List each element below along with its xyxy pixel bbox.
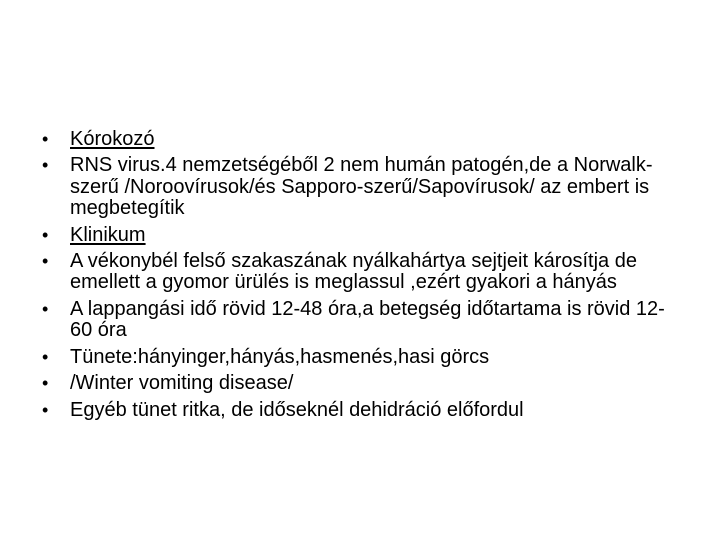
bullet-icon: • [42,399,49,420]
bullet-text: /Winter vomiting disease/ [70,372,294,395]
bullet-item-rns-virus [42,155,682,219]
bullet-text: A vékonybél felső szakaszának nyálkahártya sejtjeit károsítja de emellett a gyomor ürülés is meglassul ,ezért gyakori a hányás [70,250,637,294]
bullet-icon: • [42,298,49,319]
bullet-icon: • [42,346,49,367]
bullet-icon: • [42,155,49,176]
bullet-item-vekonybel [42,251,682,294]
bullet-item-lappangasi-ido [42,299,682,342]
bullet-text: A lappangási idő rövid 12-48 óra,a betegség időtartama is rövid 12-60 óra [70,297,665,342]
bullet-text: Egyéb tünet ritka, de időseknél dehidráció előfordul [70,398,524,421]
bullet-item-tunete [42,347,682,368]
bullet-text: RNS virus.4 nemzetségéből 2 nem humán patogén,de a Norwalk-szerű /Noroovírusok/és Sapporo-szerű/Sapovírusok/ az embert is megbetegítik [70,154,653,220]
bullet-item-egyeb-tunet [42,400,682,421]
bullet-text: Klinikum [70,223,146,246]
bullet-icon: • [42,251,49,272]
bullet-item-korokozo [42,129,682,150]
bullet-list [42,129,682,426]
bullet-icon: • [42,129,49,149]
bullet-icon: • [42,373,49,394]
bullet-item-klinikum [42,225,682,246]
bullet-text: Tünete:hányinger,hányás,hasmenés,hasi görcs [70,345,490,368]
bullet-item-winter-vomiting [42,373,682,394]
bullet-text: Kórokozó [70,128,155,150]
bullet-icon: • [42,224,49,245]
